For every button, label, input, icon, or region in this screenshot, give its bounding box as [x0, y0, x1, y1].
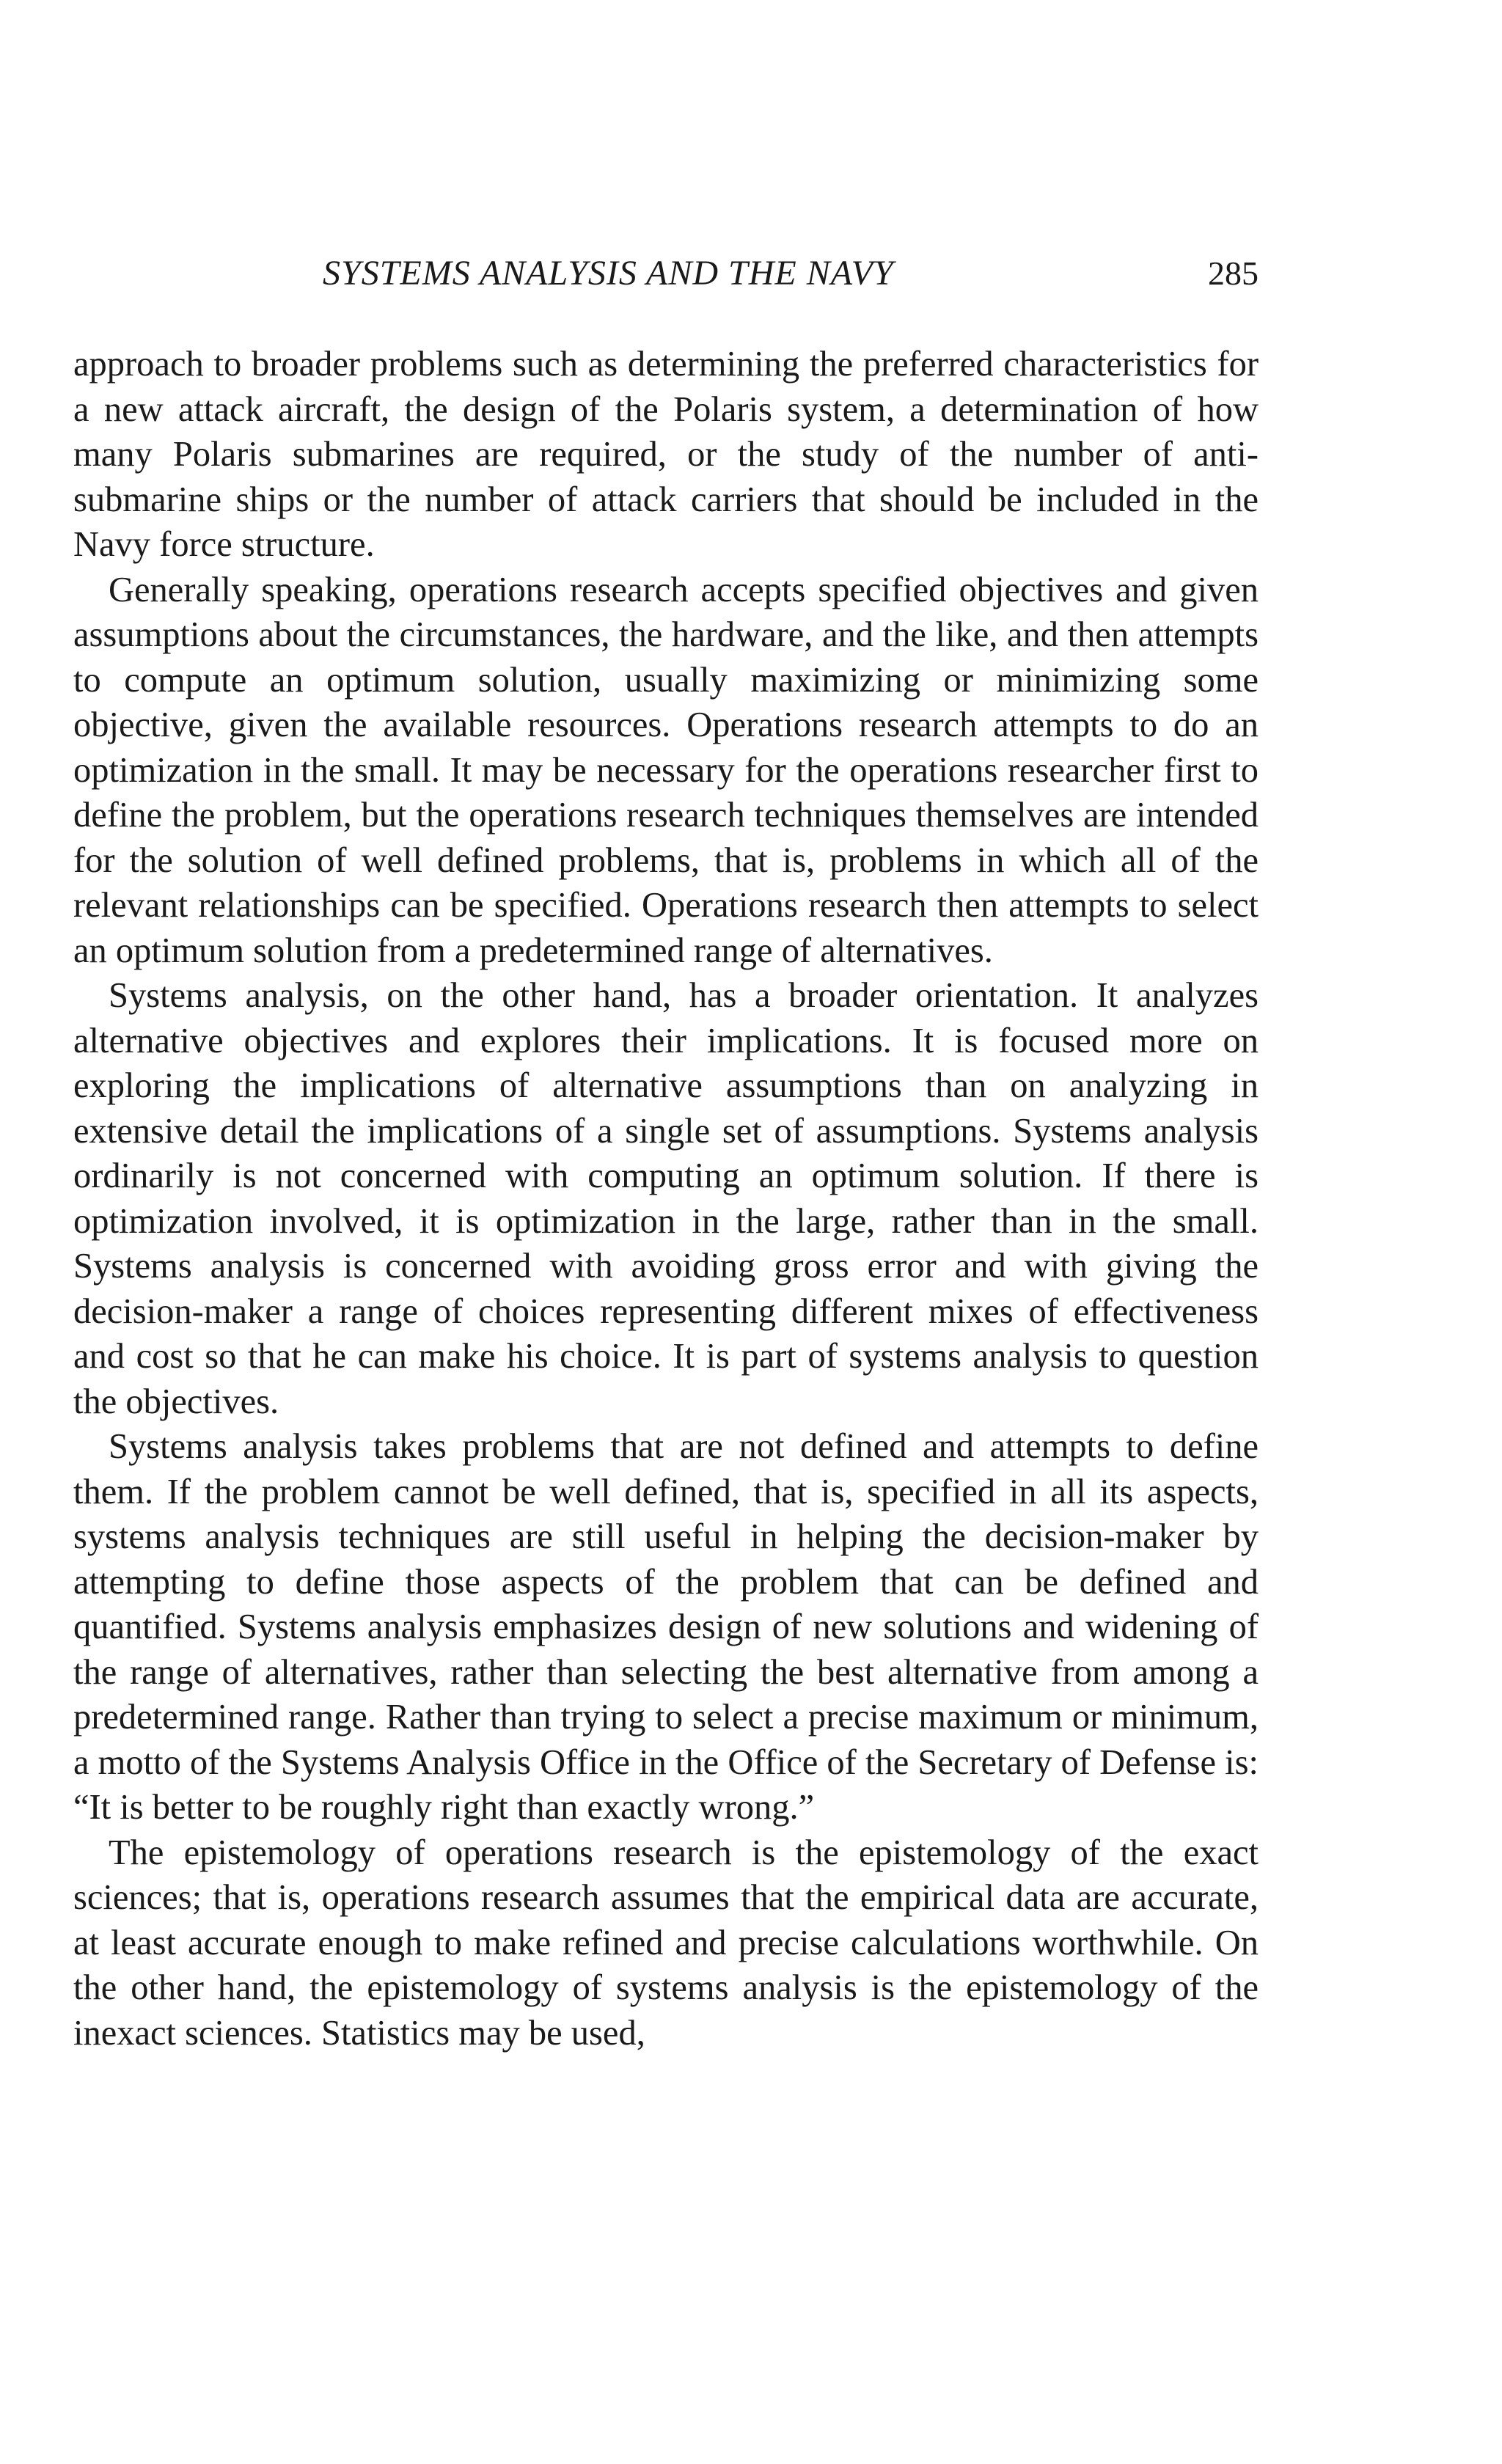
body-text — [73, 342, 1259, 2056]
paragraph: Generally speaking, operations research accepts specified objectives and given assumptions about the circumstances, the hardware, and the like, and then attempts to compute an optimum solution, usually maximizing or minimizing some objective, given the available resources. Operations research attempts to do an optimization in the small. It may be necessary for the operations researcher first to define the problem, but the operations research techniques themselves are intended for the solution of well defined problems, that is, problems in which all of the relevant relationships can be specified. Operations research then attempts to select an optimum solution from a predetermined range of alternatives. — [73, 570, 1259, 970]
paragraph: The epistemology of operations research is the epistemology of the exact sciences; that is, operations research assumes that the empirical data are accurate, at least accurate enough to make refined and precise calculations worthwhile. On the other hand, the epistemology of systems analysis is the epistemology of the inexact sciences. Statistics may be used, — [73, 1833, 1259, 2053]
running-title: SYSTEMS ANALYSIS AND THE NAVY — [323, 254, 894, 293]
running-header — [73, 248, 1259, 299]
paragraph: Systems analysis, on the other hand, has a broader orientation. It analyzes alternative objectives and explores their implications. It is focused more on exploring the implications of alternative assumptions than on analyzing in extensive detail the implications of a single set of assumptions. Systems analysis ordinarily is not concerned with computing an optimum solution. If there is optimization involved, it is optimization in the large, rather than in the small. Systems analysis is concerned with avoiding gross error and with giving the decision-maker a range of choices representing different mixes of effectiveness and cost so that he can make his choice. It is part of systems analysis to question the objectives. — [73, 976, 1259, 1421]
page-number: 285 — [1208, 254, 1259, 292]
paragraph-continued: approach to broader problems such as determining the preferred characteristics for a new attack aircraft, the design of the Polaris system, a determination of how many Polaris submarines are required, or the study of the number of anti-submarine ships or the number of attack carriers that should be included in the Navy force structure. — [73, 345, 1259, 564]
paragraph: Systems analysis takes problems that are not defined and attempts to define them. If the problem cannot be well defined, that is, specified in all its aspects, systems analysis techniques are still useful in helping the decision-maker by attempting to define those aspects of the problem that can be defined and quantified. Systems analysis emphasizes design of new solutions and widening of the range of alternatives, rather than selecting the best alternative from among a predetermined range. Rather than trying to select a precise maximum or minimum, a motto of the Systems Analysis Office in the Office of the Secretary of Defense is: “It is better to be roughly right than exactly wrong.” — [73, 1427, 1259, 1827]
